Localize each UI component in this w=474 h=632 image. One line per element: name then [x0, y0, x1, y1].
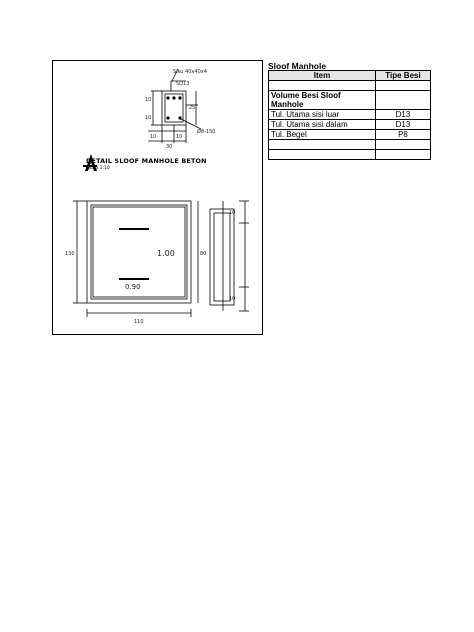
height-total: 130	[65, 251, 75, 257]
table-section-row	[269, 91, 431, 110]
side-mid: 80	[200, 251, 207, 257]
table-row	[269, 110, 431, 120]
dim-bottom-b: 10	[176, 134, 183, 140]
drawing-lines	[53, 61, 264, 336]
section-label-bar: 5D13	[176, 81, 190, 87]
row-item: Tul. Utama sisi dalam	[269, 120, 376, 130]
row-item: Tul. Utama sisi luar	[269, 110, 376, 120]
section-label-siku: Siku 40x40x4	[173, 69, 207, 75]
dim-right: 25	[189, 105, 196, 111]
header-item: Item	[269, 71, 376, 81]
width-total: 110	[134, 319, 144, 325]
table-row	[269, 130, 431, 140]
sheet-title: Sloof Manhole	[268, 61, 327, 71]
side-b: 10	[229, 296, 236, 302]
height-mark: 1.00	[157, 249, 175, 258]
table-header-row	[269, 71, 431, 81]
dim-base: 30	[166, 144, 173, 150]
section-title: Volume Besi Sloof Manhole	[269, 91, 376, 110]
side-a: 10	[229, 210, 236, 216]
row-type: D13	[376, 110, 431, 120]
header-type: Tipe Besi	[376, 71, 431, 81]
drawing-title: DETAIL SLOOF MANHOLE BETON	[86, 157, 207, 165]
dim-top: 10	[145, 97, 152, 103]
dim-left: 10	[145, 115, 152, 121]
table-row-empty	[269, 140, 431, 150]
detail-drawing	[52, 60, 263, 335]
row-type: D13	[376, 120, 431, 130]
dim-bottom-a: 10	[150, 134, 157, 140]
row-item: Tul. Begel	[269, 130, 376, 140]
rebar-table	[268, 70, 431, 160]
stirrup-label: Ø8-150	[197, 129, 216, 135]
width-mark: 0.90	[125, 283, 141, 291]
drawing-scale: Skala 1:10	[86, 166, 110, 171]
table-row	[269, 120, 431, 130]
row-type: P8	[376, 130, 431, 140]
table-row-empty	[269, 150, 431, 160]
table-row-empty	[269, 81, 431, 91]
